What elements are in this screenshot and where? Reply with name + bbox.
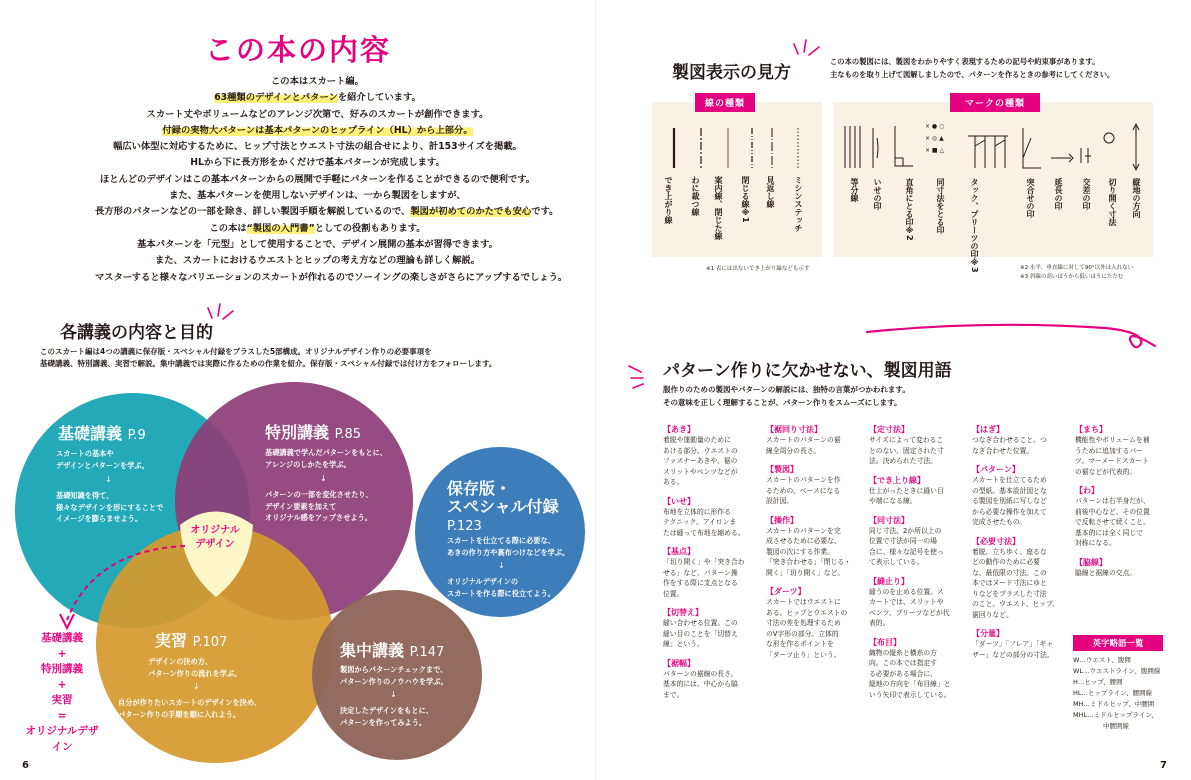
sparkle-icon xyxy=(792,34,822,62)
marks-notes: ※2 水平、垂直線に対して90°以外は入れない ※3 斜線の高いほうから低いほうにたたむ xyxy=(1020,265,1134,280)
lines-header: 線の種類 xyxy=(695,93,755,112)
intro-line: この本はスカート編。 xyxy=(271,76,364,87)
page-number-left: 6 xyxy=(22,760,29,771)
svg-text:× ■ △: × ■ △ xyxy=(925,147,945,154)
glossary-definition: 「切り開く」や「突き合わ せる」など、パターン操 作をする際に支点となる 位置。 xyxy=(663,558,745,598)
abbreviation-item: WL…ウエストライン、腹囲線 xyxy=(1073,667,1161,675)
glossary-column xyxy=(869,424,951,700)
glossary-definition: 同じ寸法。2か所以上の 位置で寸法が同一の場 合に、様々な記号を使っ て表示している。 xyxy=(869,526,944,566)
glossary-definition: 脇線と裾線の交点。 xyxy=(1075,568,1137,577)
intro-line: HLから下に長方形をかくだけで基本パターンが完成します。 xyxy=(190,157,445,169)
arrow-down-icon: ↓ xyxy=(193,682,200,691)
glossary-column xyxy=(972,424,1059,660)
jisshu-text2: 自分が作りたいスカートのデザインを決め、 パターン作りの手順を順に入れよう。 xyxy=(118,698,261,719)
glossary-definition: スカートのパターンを完 成させるために必要な、 製図の次にする作業。 「突き合わせる」「閉じる・ 開く」「切り開く」など。 xyxy=(766,526,851,577)
original-design-label: オリジナル デザイン xyxy=(190,525,240,550)
abbreviation-item: W…ウエスト、腹囲 xyxy=(1073,656,1131,664)
drafting-title: 製図表示の見方 xyxy=(672,63,791,83)
line-label: 閉じる線※1 xyxy=(741,176,750,223)
intro-line: 63種類のデザインとパターンを紹介しています。 xyxy=(214,92,421,104)
svg-text:× ◎ ▲: × ◎ ▲ xyxy=(925,135,944,142)
mark-label: 等分線 xyxy=(850,178,859,202)
lines-note: ※1 表には出ないでき上がり線なども示す xyxy=(706,266,810,272)
equation: 基礎講義 + 特別講義 + 実習 = オリジナルデザイン xyxy=(25,632,99,753)
shuchu-title: 集中講義 P.147 xyxy=(340,641,445,660)
jisshu-text1: デザインの決め方、 パターン作りの流れを学ぶ。 xyxy=(148,657,242,678)
glossary-column xyxy=(663,424,745,700)
glossary-definition: つなぎ合わせること。つ なぎ合わせた位置。 xyxy=(972,436,1047,455)
tokubetsu-text2: パターンの一部を変化させたり、 デザイン要素を加えて オリジナル感をアップさせよう。 xyxy=(265,490,373,522)
glossary-term: 【まち】 xyxy=(1075,425,1107,434)
glossary-term: 【でき上り線】 xyxy=(869,475,925,485)
glossary-column xyxy=(1075,424,1150,578)
glossary-term: 【パターン】 xyxy=(972,465,1020,474)
glossary-term: 【分量】 xyxy=(972,629,1004,638)
glossary-term: 【操作】 xyxy=(766,515,798,525)
intro-line: 基本パターンを「元型」として使用することで、デザイン展開の基本が習得できます。 xyxy=(137,238,498,250)
glossary-definition: 織物の縦糸と横糸の方 向。この本では指定す る必要がある場合に、 縦地の方向を「布目線」と いう矢印で表示している。 xyxy=(869,648,951,699)
intro-line: マスターすると様々なバリエーションのスカートが作れるのでソーイングの楽しさがさらにアップするでしょう。 xyxy=(95,271,568,283)
kiso-title: 基礎講義 P.9 xyxy=(58,424,146,443)
line-samples xyxy=(652,120,822,170)
mark-label: 交差の印 xyxy=(1082,178,1091,210)
mark-label: 直角にとる印※2 xyxy=(905,178,914,241)
glossary-term: 【製図】 xyxy=(766,465,798,474)
glossary-definition: スカートのパターンを作 るための、ベースになる 設計図。 xyxy=(766,476,841,505)
abbreviation-list xyxy=(1073,651,1163,732)
arrow-down-icon: ↓ xyxy=(390,690,397,699)
svg-text:× ● ○: × ● ○ xyxy=(925,123,945,130)
glossary-definition: 縫い合わせる位置。この 縫い目のことを「切替え 線」という。 xyxy=(663,619,738,648)
page-number-right: 7 xyxy=(1160,760,1167,771)
glossary-definition: 着脱や運動量のために あける部分。ウエストの ファスナーあきや、裾の スリットやベンツなどが ある。 xyxy=(663,436,738,486)
kiso-text1: スカートの基本や デザインとパターンを学ぶ。 xyxy=(56,449,149,470)
intro-line: 幅広い体型に対応するために、ヒップ寸法とウエスト寸法の組合せにより、計153サイズを掲載。 xyxy=(113,141,522,153)
intro-line: また、基本パターンを使用しないデザインは、一から製図をしますが、 xyxy=(169,190,466,202)
glossary-definition: スカートのパターンの裾 線全周分の長さ。 xyxy=(766,436,841,455)
abbreviation-title: 英字略語一覧 xyxy=(1073,635,1163,651)
abbreviation-item: HL…ヒップライン、腰囲線 xyxy=(1073,689,1153,697)
glossary-term: 【定寸法】 xyxy=(869,425,909,434)
abbreviation-item: 中腰囲線 xyxy=(1103,722,1129,730)
glossary-term: 【はぎ】 xyxy=(972,425,1004,434)
drafting-description: この本の製図には、製図をわかりやすく表現するための記号や約束事があります。 主なものを取り上げて図解しましたので、パターンを作るときの参考にしてください。 xyxy=(830,57,1115,79)
glossary-term: 【縫止り】 xyxy=(869,576,909,586)
intro-line: ほとんどのデザインはこの基本パターンからの展開で手軽にパターンを作ることができるので便利です。 xyxy=(99,173,536,185)
intro-line: 長方形のパターンなどの一部を除き、詳しい製図手順を解説しているので、製図が初めてのかたでも安心です。 xyxy=(95,206,559,218)
hozon-text1: スカートを仕立てる際に必要な、 あきの作り方や裏布つけなどを学ぶ。 xyxy=(447,536,570,557)
mark-label: 同寸法をとる印 xyxy=(936,178,945,234)
glossary-term: 【脇線】 xyxy=(1075,557,1107,567)
tokubetsu-title: 特別講義 P.85 xyxy=(265,423,362,442)
line-label: でき上がり線 xyxy=(664,176,673,224)
glossary-term: 【必要寸法】 xyxy=(972,536,1020,546)
line-label: わに裁つ線 xyxy=(691,176,700,216)
glossary-column xyxy=(766,424,851,660)
abbreviation-item: MH…ミドルヒップ、中腰囲 xyxy=(1073,700,1155,708)
glossary-term: 【裾幅】 xyxy=(663,658,695,668)
arrow-down-icon: ↓ xyxy=(105,475,112,484)
hozon-text2: オリジナルデザインの スカートを作る際に役立てよう。 xyxy=(447,577,555,598)
line-label: ミシンステッチ xyxy=(794,176,803,232)
decorative-swirl-icon xyxy=(865,316,1165,356)
mark-label: 切り開く寸法 xyxy=(1108,178,1117,226)
mark-label: いせの印 xyxy=(873,178,882,210)
marks-header: マークの種類 xyxy=(950,93,1040,112)
page-title: この本の内容 xyxy=(205,33,392,67)
shuchu-text1: 製図からパターンチェックまで、 パターン作りのノウハウを学ぶ。 xyxy=(340,665,448,686)
glossary-title: パターン作りに欠かせない、製図用語 xyxy=(663,361,952,381)
line-label: 案内線、閉じた線 xyxy=(714,176,723,240)
glossary-term: 【あき】 xyxy=(663,425,695,434)
glossary-definition: パターンの裾線の長さ。 基本的には、中心から脇 まで。 xyxy=(663,669,738,699)
mark-label: タック、プリーツの印※3 xyxy=(970,178,979,273)
sparkle-icon xyxy=(627,360,657,390)
abbreviation-item: MHL…ミドルヒップライン、 xyxy=(1073,711,1158,719)
glossary-definition: スカートを仕立てるため の型紙。基本設計図とな る製図を別紙に写しなど から必要な操作を加えて 完成させたもの。 xyxy=(972,476,1047,526)
glossary-definition: 「ダーツ」「フレア」「ギャ ザー」などの部分の寸法。 xyxy=(972,640,1054,659)
abbreviation-item: H…ヒップ、腰囲 xyxy=(1073,678,1123,686)
glossary-definition: 着脱、立ち歩く、座るな どの動作のために必要 な、最低限の寸法。この 本ではヌード寸法にゆと りなどをプラスした寸法 のこと。ウエスト、ヒップ、 裾回りなど。 xyxy=(972,547,1059,619)
glossary-term: 【布目】 xyxy=(869,637,901,647)
glossary-definition: 機能性やボリュームを補 うために追加するパー ツ。マーメードスカート の裾などが代表的。 xyxy=(1075,436,1150,476)
lectures-title: 各講義の内容と目的 xyxy=(60,323,213,343)
arrow-down-icon: ↓ xyxy=(498,561,505,570)
jisshu-title: 実習 P.107 xyxy=(155,631,228,650)
kiso-text2: 基礎知識を得て、 様々なデザインを形にすることで イメージを膨らませよう。 xyxy=(56,491,164,523)
glossary-term: 【同寸法】 xyxy=(869,515,909,525)
glossary-definition: 布地を立体的に形作る テクニック。アイロンま たは縫って布地を縮める。 xyxy=(663,507,745,537)
glossary-term: 【わ】 xyxy=(1075,486,1099,495)
shuchu-text2: 決定したデザインをもとに、 パターンを作ってみよう。 xyxy=(340,706,433,727)
intro-line: スカート丈やボリュームなどのアレンジ次第で、好みのスカートが創作できます。 xyxy=(146,108,489,120)
arrow-down-icon: ↓ xyxy=(320,474,327,483)
tokubetsu-text1: 基礎講義で学んだパターンをもとに、 アレンジのしかたを学ぶ。 xyxy=(265,448,388,469)
glossary-term: 【切替え】 xyxy=(663,608,703,617)
glossary-description: 服作りのための製図やパターンの解説には、独特の言葉がつかわれます。 その意味を正しく理解することが、パターン作りをスムーズにします。 xyxy=(663,385,910,407)
glossary-definition: パターンは右半身だが、 前後中心など、その位置 で反転させて続くこと。 基本的には全く同じで 対称になる。 xyxy=(1075,497,1150,547)
mark-label: 突合せの印 xyxy=(1026,178,1035,218)
glossary-term: 【裾回り寸法】 xyxy=(766,425,822,434)
dashed-arrow-icon xyxy=(55,540,195,640)
intro-line: 付録の実物大パターンは基本パターンのヒップライン（HL）から上部分。 xyxy=(162,124,473,136)
glossary-term: 【ダーツ】 xyxy=(766,587,806,596)
glossary-definition: スカートではウエストに ある。ヒップとウエストの 寸法の差を処理するため のV字形の部分。立体的 な形を作るポイントを 「ダーツ止り」という。 xyxy=(766,598,848,659)
glossary-definition: 縫うのを止める位置。ス カートでは、スリットや ベンツ、プリーツなどが代 表的。 xyxy=(869,587,950,627)
glossary-definition: サイズによって変わるこ とのない、固定された寸 法。決められた寸法。 xyxy=(869,436,944,465)
glossary-definition: 仕上がったときに縫い目 や端になる線。 xyxy=(869,486,944,505)
intro-line: この本は“製図の入門書”としての役割もあります。 xyxy=(209,222,426,234)
mark-label: 延長の印 xyxy=(1054,178,1063,210)
mark-label: 縦地の方向 xyxy=(1132,178,1141,218)
hozon-title: 保存版・ スペシャル付録 P.123 xyxy=(447,479,559,534)
mark-samples xyxy=(833,118,1153,174)
glossary-term: 【基点】 xyxy=(663,547,695,556)
glossary-term: 【いせ】 xyxy=(663,496,695,506)
abbreviation-box xyxy=(1073,635,1163,732)
intro-line: また、スカートにおけるウエストとヒップの考え方などの理論も詳しく解説。 xyxy=(154,255,481,267)
lectures-description: このスカート編は4つの講義に保存版・スペシャル付録をプラスした5部構成。オリジナルデザイン作りの必要事項を 基礎講義、特別講義、実習で解説。集中講義では実際に作るための作業を紹介。保存版・スペシャル付録では付け方をフォローします。 xyxy=(40,347,497,368)
line-label: 見返し線 xyxy=(766,176,775,208)
